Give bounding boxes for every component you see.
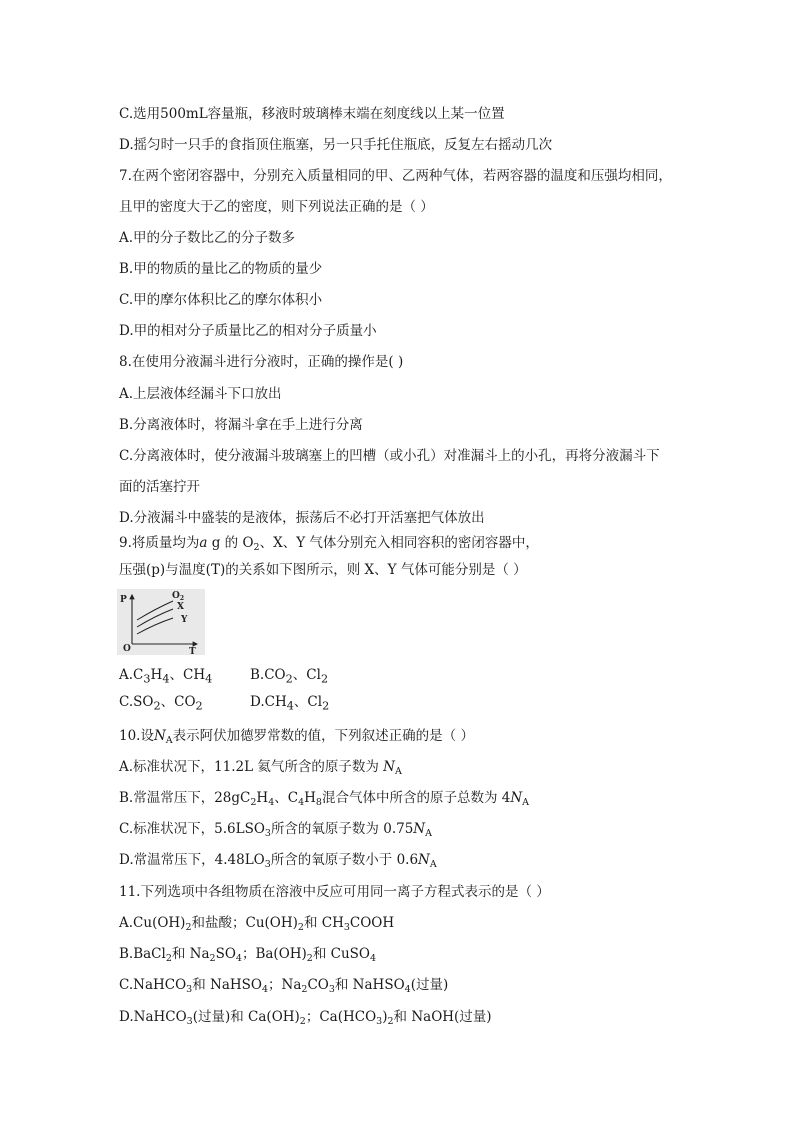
curve-y <box>137 618 173 634</box>
q9-option-b: $B.CO_2$、$Cl_2$ <box>250 667 329 686</box>
q9-option-a: $A.C_3H_4$、$CH_4$ <box>119 667 213 686</box>
t-axis-label: T <box>189 647 196 655</box>
q9-option-d: $D.CH_4$、$Cl_2$ <box>250 694 330 713</box>
q10-stem: 10.设$N_A$表示阿伏加德罗常数的值，下列叙述正确的是（ ） <box>119 728 474 746</box>
q8-option-a: A.上层液体经漏斗下口放出 <box>119 386 282 402</box>
q7-option-a: A.甲的分子数比乙的分子数多 <box>119 230 296 246</box>
o2-curve-label: $O_2$ <box>172 591 185 602</box>
q7-stem-line2: 且甲的密度大于乙的密度，则下列说法正确的是（ ） <box>119 199 434 215</box>
q9-options-ab <box>119 666 329 689</box>
q8-option-d: D.分液漏斗中盛装的是液体，振荡后不必打开活塞把气体放出 <box>119 510 485 526</box>
origin-label: O <box>123 644 131 654</box>
q9-stem-line2: 压强(p)与温度(T)的关系如下图所示，则 X、Y 气体可能分别是（ ） <box>119 562 527 578</box>
q10-option-b: B.常温常压下，$28gC_2H_4$、$C_4H_8$混合气体中所含的原子总数为 $4N_A$ <box>119 790 530 808</box>
q8-option-b: B.分离液体时，将漏斗拿在手上进行分离 <box>119 417 363 433</box>
q9-stem-line1: 9.将质量均为a g 的 $O_2$、X、Y 气体分别充入相同容积的密闭容器中， <box>119 535 539 553</box>
q8-option-c-line2: 面的活塞拧开 <box>119 479 200 495</box>
q8-option-c-line1: C.分离液体时，使分液漏斗玻璃塞上的凹槽（或小孔）对准漏斗上的小孔，再将分液漏斗下 <box>119 448 660 464</box>
q11-option-a: $A.Cu(OH)_2$和盐酸；$Cu(OH)_2$和 $CH_3COOH$ <box>119 915 395 933</box>
q7-option-b: B.甲的物质的量比乙的物质的量少 <box>119 261 323 277</box>
y-curve-label: Y <box>181 615 188 625</box>
q6-option-c: C.选用500mL容量瓶，移液时玻璃棒末端在刻度线以上某一位置 <box>119 106 505 122</box>
q9-option-c: $C.SO_2$、$CO_2$ <box>119 694 203 713</box>
curve-x <box>137 609 173 627</box>
q11-option-c: C.NaHCO$_3$和 NaHSO$_4$；$Na_2CO_3$和 NaHSO$_4$(过量) <box>119 977 449 995</box>
q9-options-cd <box>119 693 330 716</box>
q8-stem: 8.在使用分液漏斗进行分液时，正确的操作是( ) <box>119 354 404 370</box>
x-curve-label: X <box>177 602 184 612</box>
pressure-temperature-figure <box>117 589 205 655</box>
q11-option-b: B.BaCl$_2$和 $Na_2SO_4$；$Ba(OH)_2$和 CuSO$_4$ <box>119 946 377 964</box>
q10-option-c: C.标准状况下，$5.6LSO_3$所含的氧原子数为 $0.75N_A$ <box>119 821 432 839</box>
p-axis-label: P <box>120 595 127 605</box>
q7-option-c: C.甲的摩尔体积比乙的摩尔体积小 <box>119 292 323 308</box>
q7-stem-line1: 7.在两个密闭容器中，分别充入质量相同的甲、乙两种气体，若两容器的温度和压强均相同， <box>119 168 672 184</box>
q6-option-d: D.摇匀时一只手的食指顶住瓶塞，另一只手托住瓶底，反复左右摇动几次 <box>119 137 553 153</box>
q7-option-d: D.甲的相对分子质量比乙的相对分子质量小 <box>119 323 377 339</box>
q10-option-d: D.常温常压下，$4.48LO_3$所含的氧原子数小于 $0.6N_A$ <box>119 852 437 870</box>
q11-option-d: D.NaHCO$_3$(过量)和 $Ca(OH)_2$；$Ca(HCO_3)_2$和 NaOH(过量) <box>119 1009 492 1027</box>
q10-option-a: A.标准状况下，11.2L 氦气所含的原子数为 $N_A$ <box>119 759 402 777</box>
q11-stem: 11.下列选项中各组物质在溶液中反应可用同一离子方程式表示的是（ ） <box>119 884 550 900</box>
